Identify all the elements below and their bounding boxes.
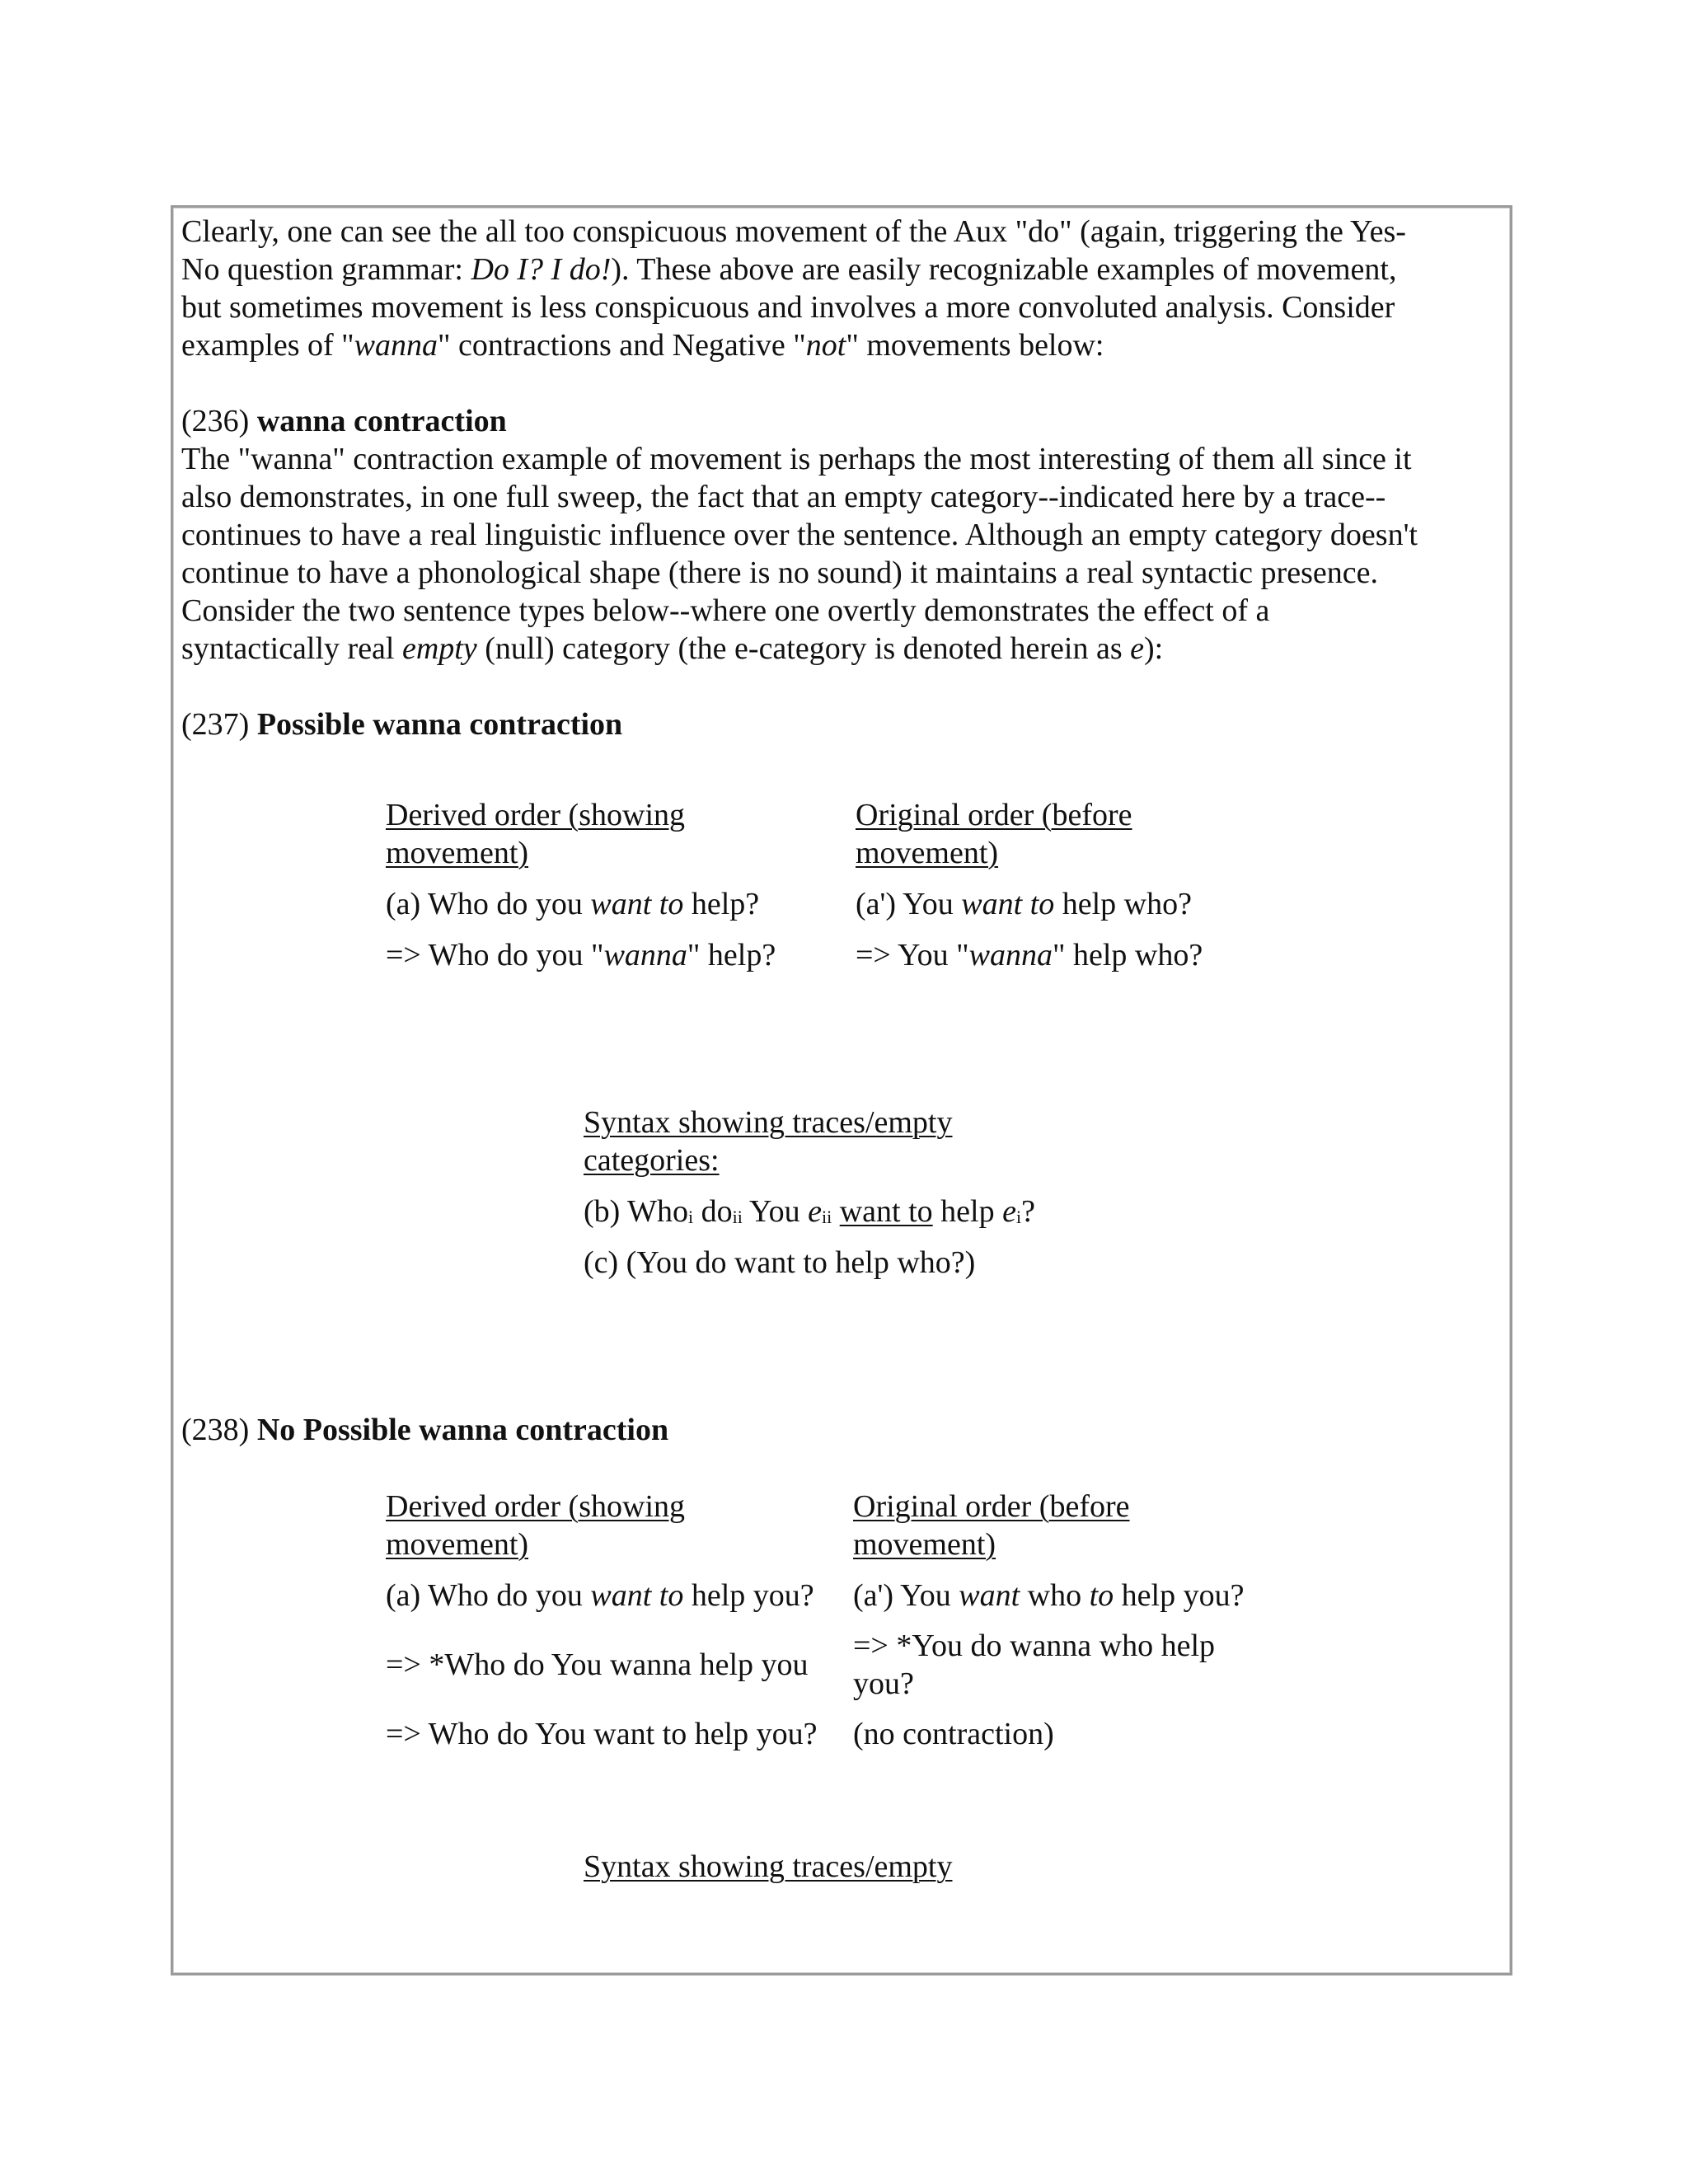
ex238-row-a: (a) Who do you want to help you?: [386, 1578, 814, 1613]
example-237-heading: (237) Possible wanna contraction: [181, 707, 623, 742]
ex236-line-2: also demonstrates, in one full sweep, the fact that an empty category--indicated here by a trace--: [181, 480, 1386, 514]
ex237-syntax-header: Syntax showing traces/empty categories:: [584, 1105, 953, 1178]
ex238-syntax-header: Syntax showing traces/empty: [584, 1849, 953, 1884]
ex236-line-3: continues to have a real linguistic influence over the sentence. Although an empty category doesn't: [181, 518, 1418, 552]
ex237-row-contraction-2: => You "wanna" help who?: [856, 938, 1203, 972]
ex238-row-a-prime: (a') You want who to help you?: [853, 1578, 1245, 1613]
ex237-row-contraction-1: => Who do you "wanna" help?: [386, 938, 776, 972]
intro-line-3: but sometimes movement is less conspicuous and involves a more convoluted analysis. Consider: [181, 290, 1395, 325]
example-236-heading: (236) wanna contraction: [181, 404, 507, 438]
intro-line-2: No question grammar: Do I? I do!). These above are easily recognizable examples of movement,: [181, 252, 1397, 287]
intro-line-1: Clearly, one can see the all too conspicuous movement of the Aux "do" (again, triggering the Yes-: [181, 214, 1406, 249]
ex237-syntax-c: (c) (You do want to help who?): [584, 1245, 976, 1280]
ex238-col2-header: Original order (before movement): [853, 1489, 1130, 1562]
ex238-row-2-col1: => *Who do You wanna help you: [386, 1647, 809, 1682]
ex236-line-4: continue to have a phonological shape (there is no sound) it maintains a real syntactic presence.: [181, 555, 1378, 590]
ex238-row-3-col2: (no contraction): [853, 1717, 1054, 1751]
ex238-row-2-col2: => *You do wanna who help you?: [853, 1629, 1216, 1701]
content-frame: [171, 205, 1512, 1975]
ex237-syntax-b: (b) Who$_i$ $do_{ii}$ You $e_{ii}$ want to help $e_i$?: [584, 1194, 1035, 1229]
ex236-line-1: The "wanna" contraction example of movement is perhaps the most interesting of them all since it: [181, 442, 1412, 476]
ex236-line-5: Consider the two sentence types below--where one overtly demonstrates the effect of a: [181, 593, 1270, 628]
example-238-heading: (238) No Possible wanna contraction: [181, 1413, 669, 1447]
ex237-col2-header: Original order (before movement): [856, 798, 1132, 870]
document-text: [181, 213, 1502, 743]
intro-line-4: examples of "wanna" contractions and Negative "not" movements below:: [181, 328, 1104, 363]
ex237-row-a-prime: (a') You want to help who?: [856, 887, 1192, 921]
ex238-col1-header: Derived order (showing movement): [386, 1489, 686, 1562]
ex237-col1-header: Derived order (showing movement): [386, 798, 686, 870]
ex237-row-a: (a) Who do you want to help?: [386, 887, 760, 921]
ex238-row-3-col1: => Who do You want to help you?: [386, 1717, 818, 1751]
ex236-line-6: syntactically real empty (null) category (the e-category is denoted herein as e):: [181, 631, 1164, 666]
